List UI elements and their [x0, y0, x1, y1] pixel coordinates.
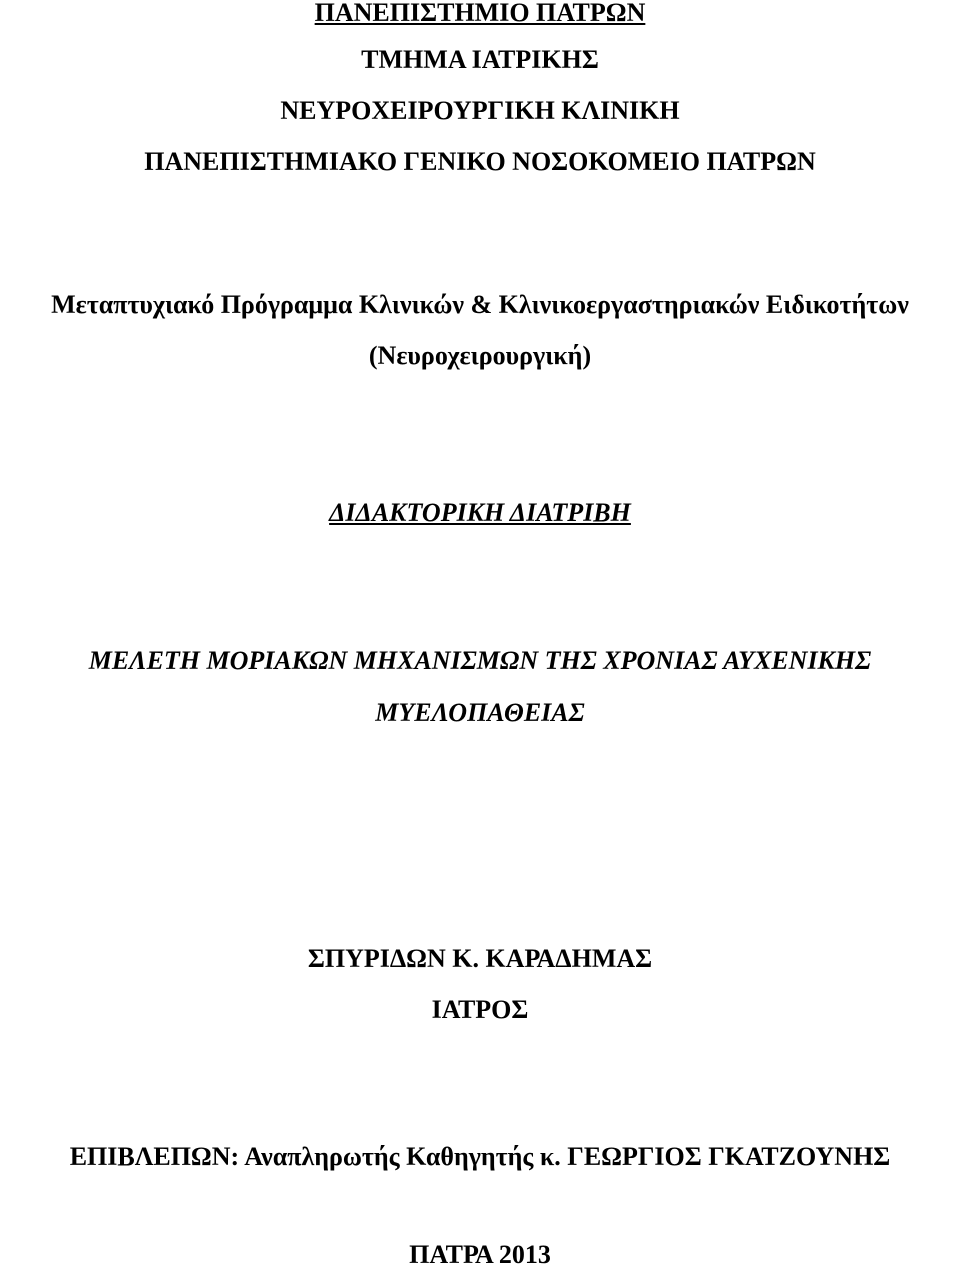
university-name: ΠΑΝΕΠΙΣΤΗΜΙΟ ΠΑΤΡΩΝ: [314, 0, 646, 27]
author-name: ΣΠΥΡΙΔΩΝ Κ. ΚΑΡΑΔΗΜΑΣ: [307, 944, 653, 973]
program-name: Μεταπτυχιακό Πρόγραμμα Κλινικών & Κλινικοεργαστηριακών Ειδικοτήτων: [51, 290, 909, 319]
author-profession: ΙΑΤΡΟΣ: [431, 995, 529, 1024]
hospital-name: ΠΑΝΕΠΙΣΤΗΜΙΑΚΟ ΓΕΝΙΚΟ ΝΟΣΟΚΟΜΕΙΟ ΠΑΤΡΩΝ: [144, 147, 816, 176]
supervisor-line: ΕΠΙΒΛΕΠΩΝ: Αναπληρωτής Καθηγητής κ. ΓΕΩΡΓΙΟΣ ΓΚΑΤΖΟΥΝΗΣ: [69, 1142, 891, 1171]
department-name: ΤΜΗΜΑ ΙΑΤΡΙΚΗΣ: [361, 45, 599, 74]
thesis-title-line-1: ΜΕΛΕΤΗ ΜΟΡΙΑΚΩΝ ΜΗΧΑΝΙΣΜΩΝ ΤΗΣ ΧΡΟΝΙΑΣ ΑΥΧΕΝΙΚΗΣ: [88, 646, 872, 675]
place-year: ΠΑΤΡΑ 2013: [409, 1240, 551, 1269]
clinic-name: ΝΕΥΡΟΧΕΙΡΟΥΡΓΙΚΗ ΚΛΙΝΙΚΗ: [280, 96, 680, 125]
document-type-heading: ΔΙΔΑΚΤΟΡΙΚΗ ΔΙΑΤΡΙΒΗ: [329, 498, 631, 527]
program-specialty: (Νευροχειρουργική): [368, 341, 592, 370]
thesis-title-line-2: ΜΥΕΛΟΠΑΘΕΙΑΣ: [375, 698, 585, 727]
